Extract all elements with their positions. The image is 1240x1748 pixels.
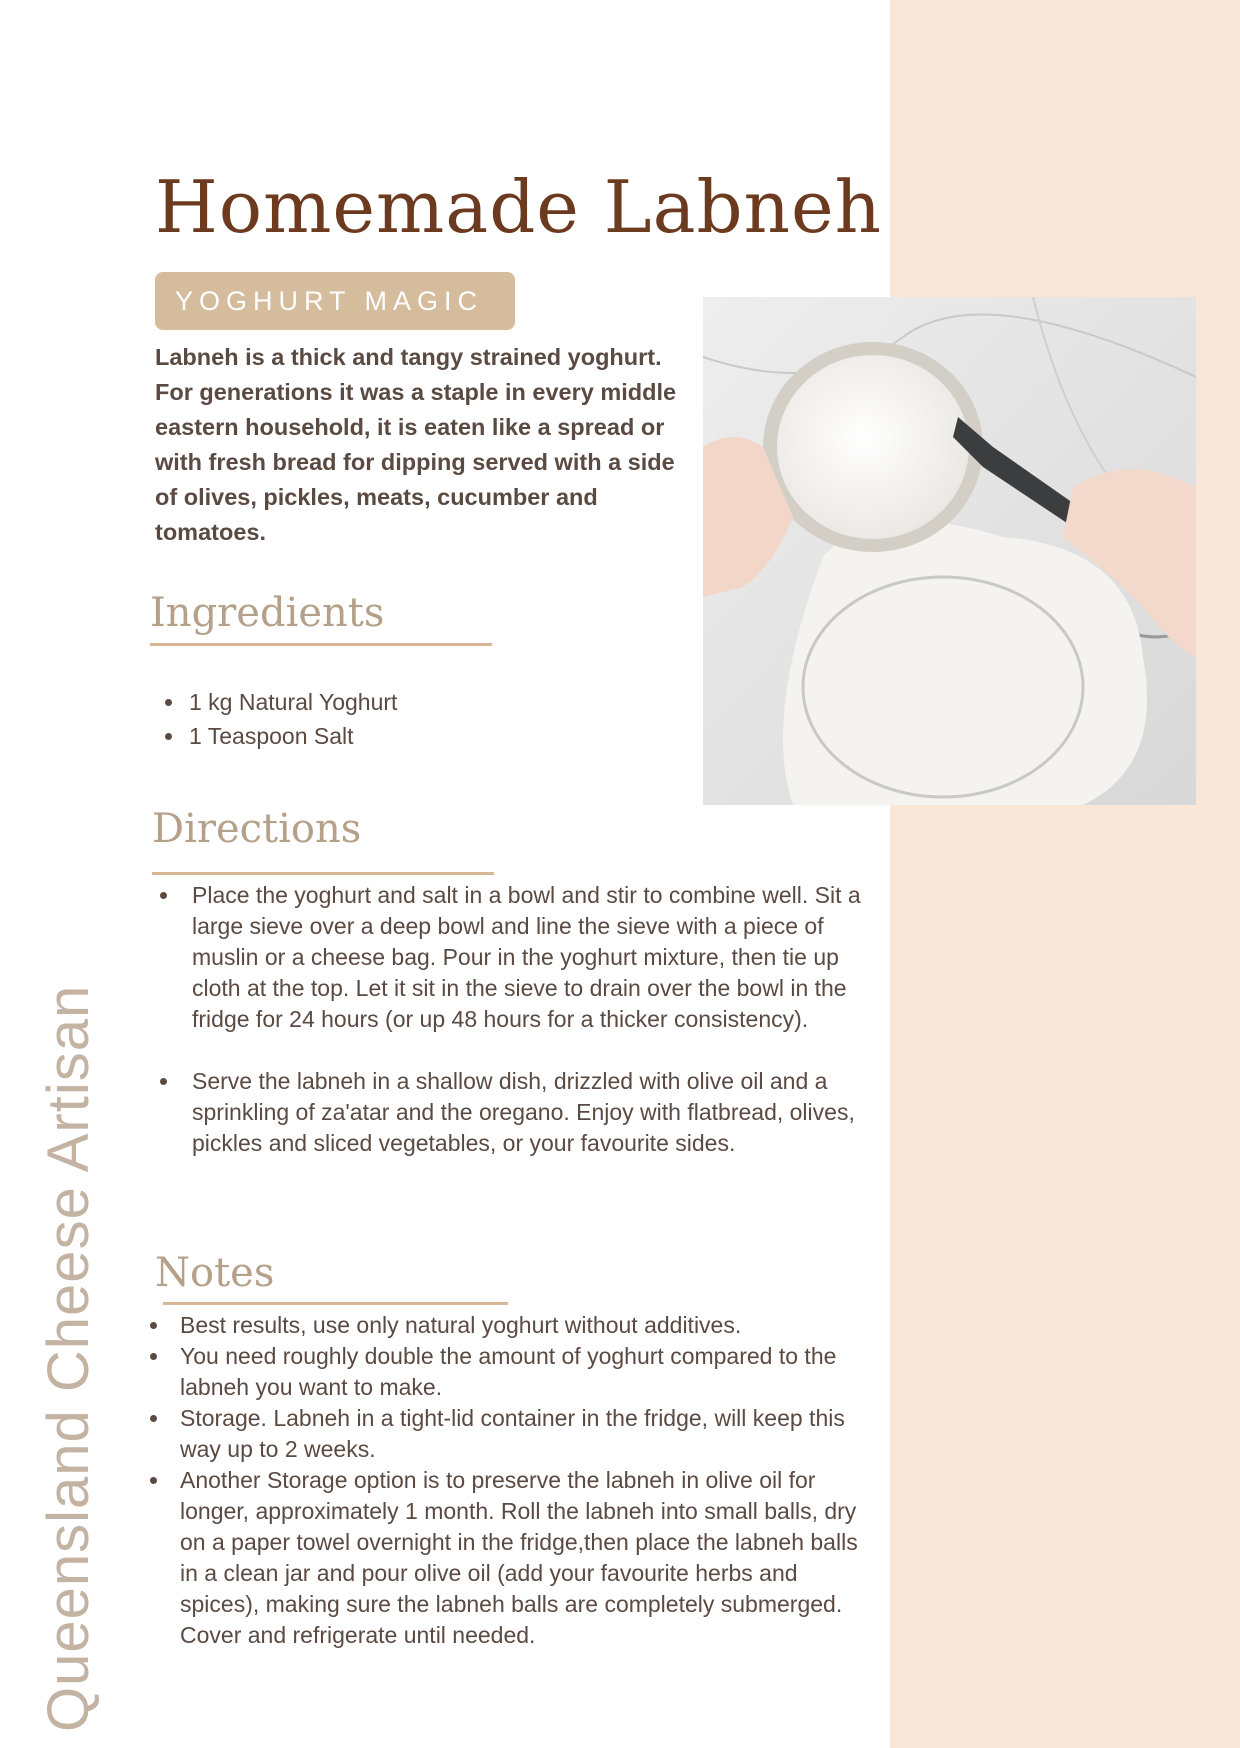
- note-item: Another Storage option is to preserve the labneh in olive oil for longer, approximately 1 month. Roll the labneh into small balls, dry on a paper towel overnight in the fridge,then place the labneh balls in a clean jar and pour olive oil (add your favourite herbs and spices), making sure the labneh balls are completely submerged. Cover and refrigerate until needed.: [150, 1465, 880, 1651]
- ingredient-item: 1 Teaspoon Salt: [165, 719, 397, 753]
- ingredients-heading: Ingredients: [150, 590, 385, 636]
- page-title: Homemade Labneh: [155, 165, 882, 249]
- notes-list: [150, 1310, 880, 1651]
- brand-text: Queensland Cheese Artisan: [36, 984, 101, 1732]
- notes-heading: Notes: [155, 1250, 275, 1296]
- intro-paragraph: Labneh is a thick and tangy strained yoghurt. For generations it was a staple in every middle eastern household, it is eaten like a spread or with fresh bread for dipping served with a side of olives, pickles, meats, cucumber and tomatoes.: [155, 344, 677, 545]
- note-item: Storage. Labneh in a tight-lid container in the fridge, will keep this way up to 2 weeks.: [150, 1403, 880, 1465]
- note-item: Best results, use only natural yoghurt without additives.: [150, 1310, 880, 1341]
- direction-step: Place the yoghurt and salt in a bowl and stir to combine well. Sit a large sieve over a deep bowl and line the sieve with a piece of muslin or a cheese bag. Pour in the yoghurt mixture, then tie up cloth at the top. Let it sit in the sieve to drain over the bowl in the fridge for 24 hours (or up 48 hours for a thicker consistency).: [160, 880, 890, 1035]
- direction-step: Serve the labneh in a shallow dish, drizzled with olive oil and a sprinkling of za'atar and the oregano. Enjoy with flatbread, olives, pickles and sliced vegetables, or your favourite sides.: [160, 1066, 890, 1159]
- ingredients-list: [165, 685, 397, 753]
- side-panel: [890, 0, 1240, 1748]
- directions-heading: Directions: [152, 806, 362, 852]
- ingredients-rule: [150, 643, 492, 646]
- subtitle-badge: YOGHURT MAGIC: [155, 272, 515, 330]
- note-item: You need roughly double the amount of yoghurt compared to the labneh you want to make.: [150, 1341, 880, 1403]
- directions-rule: [152, 872, 494, 875]
- notes-rule: [163, 1302, 508, 1305]
- directions-list: [160, 880, 890, 1190]
- yoghurt: [777, 355, 969, 539]
- labneh-photo: [703, 297, 1196, 805]
- ingredient-item: 1 kg Natural Yoghurt: [165, 685, 397, 719]
